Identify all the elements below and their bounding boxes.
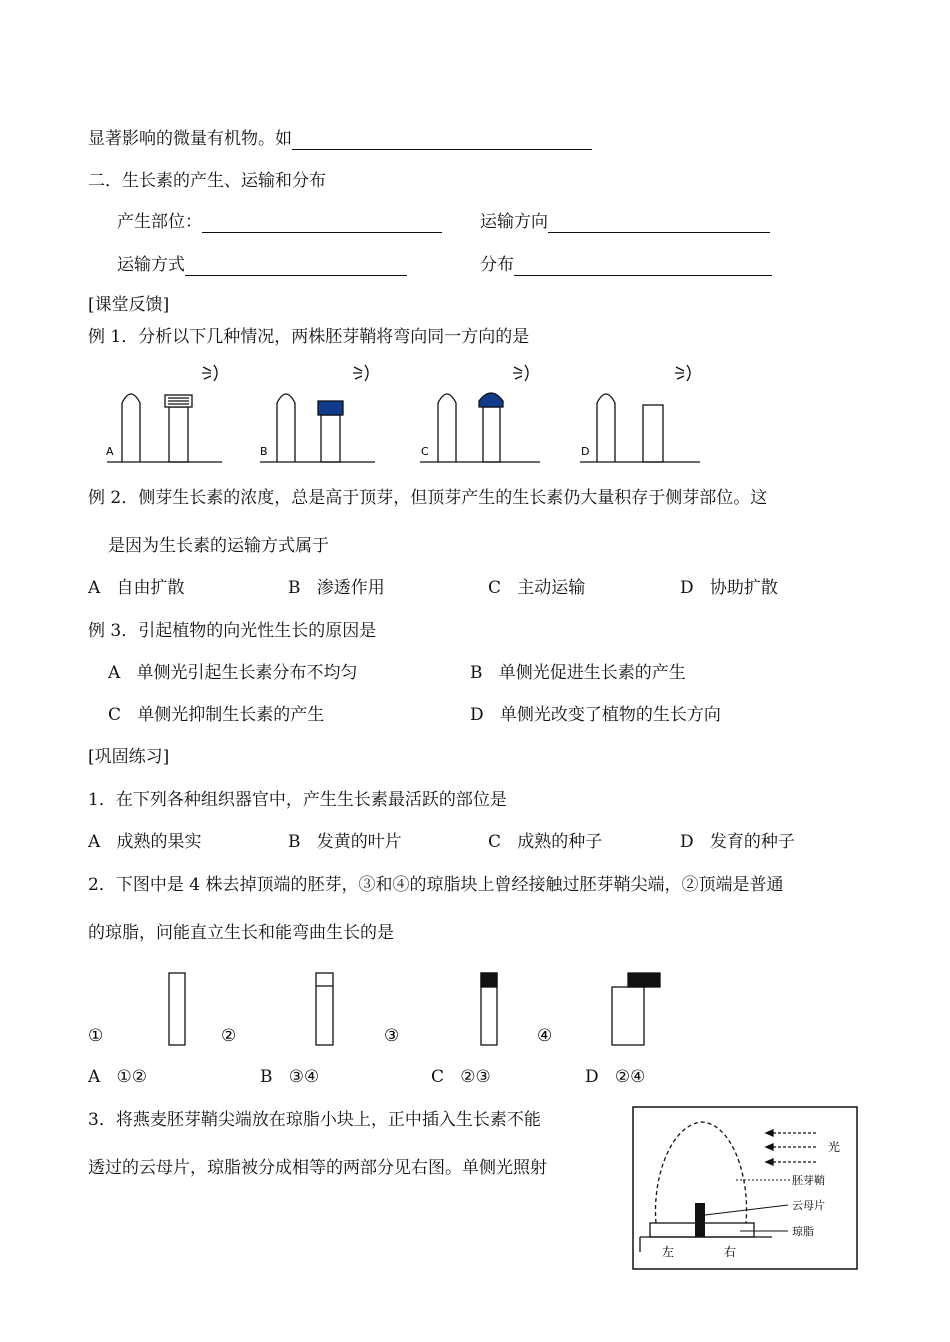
ex1-figure: [0, 355, 950, 475]
right-label: 右: [724, 1245, 737, 1259]
ex1-panel-c: [420, 365, 540, 462]
q3-figure: [632, 1106, 858, 1270]
distribution-label: 分布: [480, 255, 514, 275]
ex1-question: 例 1．分析以下几种情况，两株胚芽鞘将弯向同一方向的是: [88, 327, 530, 347]
produce-blank[interactable]: [202, 214, 442, 233]
ex1-label-b: B: [260, 445, 268, 458]
direction-label: 运输方向: [480, 212, 548, 232]
ex1-label-c: C: [421, 445, 429, 458]
q3-question-line2: 透过的云母片，琼脂被分成相等的两部分见右图。单侧光照射: [88, 1158, 547, 1178]
q2-label-4: ④: [537, 1026, 553, 1046]
ex1-label-a: A: [106, 445, 114, 458]
q2-question-line2: 的琼脂，问能直立生长和能弯曲生长的是: [88, 923, 394, 943]
ex3-option-c[interactable]: C 单侧光抑制生长素的产生: [108, 705, 325, 725]
ex1-label-d: D: [581, 445, 590, 458]
mode-row: [117, 254, 407, 276]
distribution-blank[interactable]: [514, 257, 772, 276]
mode-blank[interactable]: [185, 257, 407, 276]
coleoptile-label: 胚芽鞘: [792, 1175, 825, 1187]
q2-sprout-2: [316, 973, 333, 1045]
q1-option-a[interactable]: A 成熟的果实: [88, 832, 202, 852]
ex2-question-line1: 例 2．侧芽生长素的浓度，总是高于顶芽，但顶芽产生的生长素仍大量积存于侧芽部位。这: [88, 488, 768, 508]
q2-sprout-1: [169, 973, 185, 1045]
intro-text: 显著影响的微量有机物。如: [88, 129, 292, 149]
q2-option-c[interactable]: C ②③: [431, 1067, 491, 1087]
q1-question: 1．在下列各种组织器官中，产生生长素最活跃的部位是: [88, 790, 507, 810]
intro-answer-blank[interactable]: [292, 131, 592, 150]
q2-label-3: ③: [384, 1026, 400, 1046]
q2-option-a[interactable]: A ①②: [88, 1067, 147, 1087]
q2-option-d[interactable]: D ②④: [585, 1067, 646, 1087]
practice-header: [巩固练习]: [88, 747, 170, 767]
q2-sprout-4: [612, 987, 644, 1045]
q2-label-2: ②: [221, 1026, 237, 1046]
q3-question-line1: 3．将燕麦胚芽鞘尖端放在琼脂小块上，正中插入生长素不能: [88, 1110, 541, 1130]
q2-option-b[interactable]: B ③④: [260, 1067, 320, 1087]
ex3-option-a[interactable]: A 单侧光引起生长素分布不均匀: [108, 663, 358, 683]
ex2-option-d[interactable]: D 协助扩散: [680, 578, 778, 598]
left-label: 左: [662, 1245, 675, 1259]
direction-blank[interactable]: [548, 214, 770, 233]
direction-row: [480, 211, 770, 233]
q1-option-d[interactable]: D 发育的种子: [680, 832, 795, 852]
mode-label: 运输方式: [117, 255, 185, 275]
section2-title: 二．生长素的产生、运输和分布: [88, 171, 326, 191]
ex2-option-b[interactable]: B 渗透作用: [288, 578, 385, 598]
mica-plate: [695, 1203, 705, 1237]
cap-b: [318, 401, 343, 415]
ex2-option-a[interactable]: A 自由扩散: [88, 578, 185, 598]
q1-option-c[interactable]: C 成熟的种子: [488, 832, 603, 852]
q1-option-b[interactable]: B 发黄的叶片: [288, 832, 402, 852]
light-label: 光: [828, 1140, 841, 1154]
produce-row: [117, 211, 442, 233]
mica-label: 云母片: [792, 1200, 825, 1212]
q2-figure: [0, 965, 950, 1055]
ex2-question-line2: 是因为生长素的运输方式属于: [108, 536, 329, 556]
ex3-option-d[interactable]: D 单侧光改变了植物的生长方向: [470, 705, 721, 725]
q2-question-line1: 2．下图中是 4 株去掉顶端的胚芽，③和④的琼脂块上曾经接触过胚芽鞘尖端，②顶端是普通: [88, 875, 784, 895]
ex3-option-b[interactable]: B 单侧光促进生长素的产生: [470, 663, 686, 683]
ex1-panel-a: [107, 365, 222, 462]
feedback-header: [课堂反馈]: [88, 295, 170, 315]
cap-c: [479, 393, 503, 407]
agar-label: 琼脂: [792, 1226, 814, 1238]
distribution-row: [480, 254, 772, 276]
q2-label-1: ①: [88, 1026, 104, 1046]
ex1-panel-b: [260, 365, 375, 462]
ex3-question: 例 3．引起植物的向光性生长的原因是: [88, 621, 377, 641]
intro-line: [88, 128, 592, 150]
ex1-panel-d: [580, 365, 700, 462]
ex2-option-c[interactable]: C 主动运输: [488, 578, 586, 598]
produce-label: 产生部位：: [117, 212, 202, 232]
